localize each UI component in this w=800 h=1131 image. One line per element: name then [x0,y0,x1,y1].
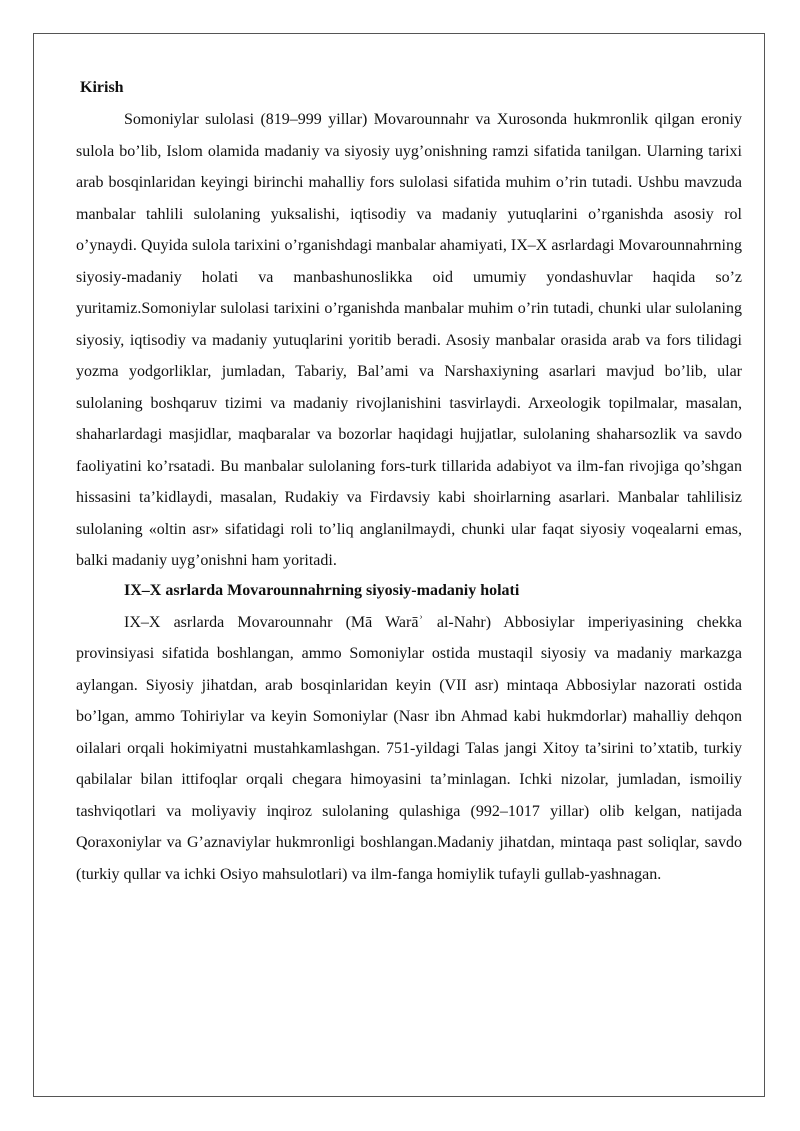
intro-paragraph: Somoniylar sulolasi (819–999 yillar) Movarounnahr va Xurosonda hukmronlik qilgan eroniy sulola bo’lib, Islom olamida madaniy va siyosiy uyg’onishning ramzi sifatida tanilgan. Ularning tarixi arab bosqinlaridan keyingi birinchi mahalliy fors sulolasi sifatida muhim o’rin tutadi. Ushbu mavzuda manbalar tahlili sulolaning yuksalishi, iqtisodiy va madaniy yutuqlarini o’rganishda asosiy rol o’ynaydi. Quyida sulola tarixini o’rganishdagi manbalar ahamiyati, IX–X asrlardagi Movarounnahrning siyosiy-madaniy holati va manbashunoslikka oid umumiy yondashuvlar haqida so’z yuritamiz.Somoniylar sulolasi tarixini o’rganishda manbalar muhim o’rin tutadi, chunki ular sulolaning siyosiy, iqtisodiy va madaniy yutuqlarini yoritib beradi. Asosiy manbalar orasida arab va fors tilidagi yozma yodgorliklar, jumladan, Tabariy, Bal’ami va Narshaxiyning asarlari mavjud bo’lib, ular sulolaning boshqaruv tizimi va madaniy rivojlanishini tasvirlaydi. Arxeologik topilmalar, masalan, shaharlardagi masjidlar, maqbaralar va bozorlar haqidagi hujjatlar, sulolaning shaharsozlik va savdo faoliyatini ko’rsatadi. Bu manbalar sulolaning fors-turk tillarida adabiyot va ilm-fan rivojiga qo’shgan hissasini ta’kidlaydi, masalan, Rudakiy va Firdavsiy kabi shoirlarning asarlari. Manbalar tahlilisiz sulolaning «oltin asr» sifatidagi roli to’liq anglanilmaydi, chunki ular faqat siyosiy voqealarni emas, balki madaniy uyg’onishni ham yoritadi. [76,111,742,569]
section-heading: IX–X asrlarda Movarounnahrning siyosiy-madaniy holati [124,581,520,599]
document-body [76,74,742,890]
intro-heading: Kirish [80,79,124,96]
section-paragraph: IX–X asrlarda Movarounnahr (Mā Warāʾ al-Nahr) Abbosiylar imperiyasining chekka provinsiyasi sifatida boshlangan, ammo Somoniylar ostida mustaqil siyosiy va madaniy markazga aylangan. Siyosiy jihatdan, arab bosqinlaridan keyin (VII asr) mintaqa Abbosiylar nazorati ostida bo’lgan, ammo Tohiriylar va keyin Somoniylar (Nasr ibn Ahmad kabi hukmdorlar) mahalliy dehqon oilalari orqali hokimiyatni mustahkamlashgan. 751-yildagi Talas jangi Xitoy ta’sirini to’xtatib, turkiy qabilalar bilan ittifoqlar orqali chegara himoyasini ta’minlagan. Ichki nizolar, jumladan, ismoiliy tashviqotlari va moliyaviy inqiroz sulolaning qulashiga (992–1017 yillar) olib kelgan, natijada Qoraxoniylar va G’aznaviylar hukmronligi boshlangan.Madaniy jihatdan, mintaqa past soliqlar, savdo (turkiy qullar va ichki Osiyo mahsulotlari) va ilm-fanga homiylik tufayli gullab-yashnagan. [76,613,742,883]
